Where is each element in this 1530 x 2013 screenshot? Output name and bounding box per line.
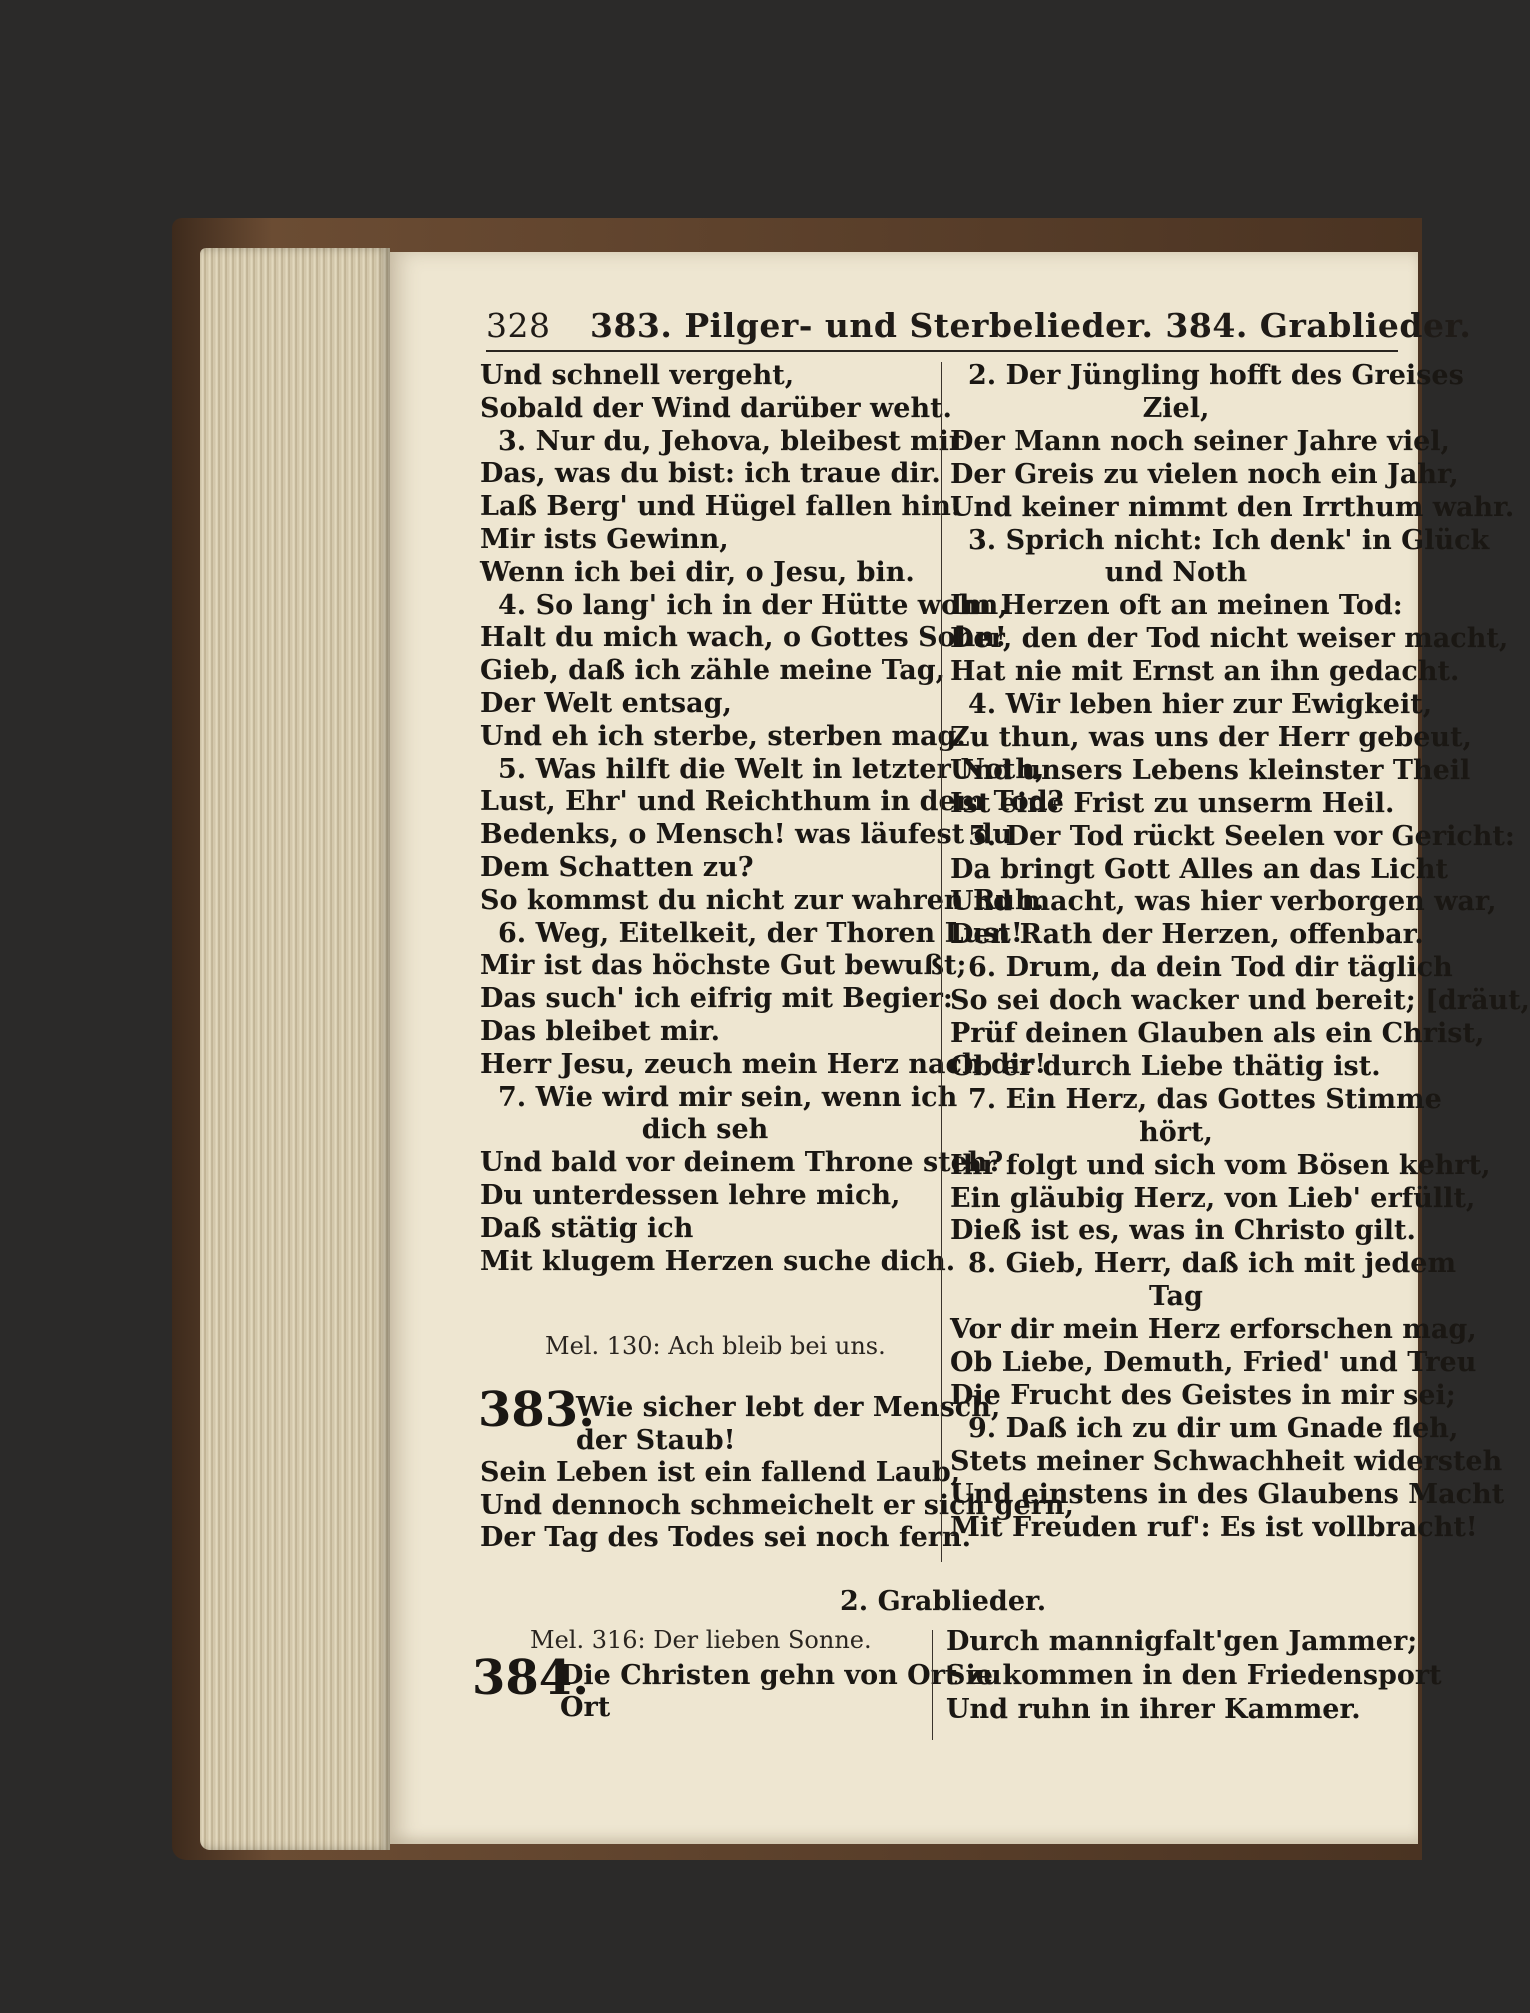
verse-line: der Staub! — [576, 1424, 736, 1456]
verse-line: Wie sicher lebt der Mensch, — [576, 1392, 1001, 1423]
verse-line: Mit Freuden ruf': Es ist vollbracht! — [950, 1511, 1478, 1543]
column-divider — [941, 362, 942, 1562]
verse-line: Herr Jesu, zeuch mein Herz nach dir! — [480, 1048, 1047, 1080]
running-head — [486, 300, 1472, 352]
verse-line: Laß Berg' und Hügel fallen hin: — [480, 491, 961, 523]
column-divider-384 — [932, 1630, 933, 1740]
hymn-number-384: 384. — [472, 1650, 589, 1706]
verse-line: 9. Daß ich zu dir um Gnade fleh, — [968, 1412, 1459, 1444]
verse-line: Das such' ich eifrig mit Begier: — [480, 983, 953, 1015]
verse-line: 6. Weg, Eitelkeit, der Thoren Lust! — [498, 917, 1023, 949]
verse-line: Sein Leben ist ein fallend Laub, — [480, 1457, 961, 1488]
page-number: 328 — [486, 306, 551, 345]
verse-line: Der, den der Tod nicht weiser macht, — [950, 623, 1509, 655]
hymn-383 — [480, 1392, 1074, 1562]
verse-line: 5. Der Tod rückt Seelen vor Gericht: — [968, 820, 1515, 852]
melody-384: Mel. 316: Der lieben Sonne. — [530, 1626, 872, 1654]
verse-line: Halt du mich wach, o Gottes Sohn! — [480, 622, 1007, 654]
verse-line: Tag — [1149, 1281, 1203, 1313]
verse-line: Die Christen gehn von Ort zu — [560, 1660, 1002, 1691]
verse-line: Und macht, was hier verborgen war, — [950, 886, 1497, 918]
page-edges — [200, 248, 390, 1850]
verse-line: Da bringt Gott Alles an das Licht — [950, 853, 1448, 885]
verse-line: 3. Sprich nicht: Ich denk' in Glück — [968, 524, 1490, 556]
verse-line: Daß stätig ich — [480, 1212, 694, 1244]
verse-line: Ziel, — [1142, 392, 1210, 424]
verse-line: Ob Liebe, Demuth, Fried' und Treu — [950, 1347, 1477, 1378]
verse-line: So sei doch wacker und bereit; [dräut, — [950, 985, 1530, 1017]
verse-line: Der Welt entsag, — [480, 688, 732, 719]
hymn-384-right — [946, 1626, 1442, 1746]
verse-line: Du unterdessen lehre mich, — [480, 1180, 901, 1211]
verse-line: Stets meiner Schwachheit widersteh — [950, 1445, 1503, 1477]
verse-line: Mit klugem Herzen suche dich. — [480, 1245, 956, 1277]
verse-line: Das bleibet mir. — [480, 1016, 720, 1047]
verse-line: 6. Drum, da dein Tod dir täglich — [968, 952, 1453, 984]
verse-line: 5. Was hilft die Welt in letzter Noth, — [498, 753, 1045, 785]
verse-line: Und schnell vergeht, — [480, 360, 795, 391]
verse-line: Die Frucht des Geistes in mir sei; — [950, 1379, 1456, 1411]
verse-line: Bedenks, o Mensch! was läufest du — [480, 819, 1013, 851]
verse-line: Ist eine Frist zu unserm Heil. — [950, 787, 1395, 819]
verse-line: 3. Nur du, Jehova, bleibest mir — [498, 425, 964, 457]
verse-line: Der Greis zu vielen noch ein Jahr, — [950, 458, 1459, 490]
verse-line: Vor dir mein Herz erforschen mag, — [950, 1314, 1477, 1346]
verse-line: Sobald der Wind darüber weht. — [480, 392, 952, 424]
verse-line: Sie kommen in den Friedensport — [946, 1660, 1442, 1691]
hymn-number-383: 383. — [478, 1382, 595, 1438]
verse-line: Den Rath der Herzen, offenbar. — [950, 919, 1424, 951]
verse-line: Und ruhn in ihrer Kammer. — [946, 1694, 1361, 1725]
verse-line: 7. Ein Herz, das Gottes Stimme — [968, 1083, 1442, 1115]
verse-line: Und einstens in des Glaubens Macht — [950, 1478, 1505, 1510]
verse-line: Mir ists Gewinn, — [480, 524, 729, 555]
verse-line: Durch mannigfalt'gen Jammer; — [946, 1626, 1418, 1657]
verse-line: Hat nie mit Ernst an ihn gedacht. — [950, 656, 1460, 688]
melody-383: Mel. 130: Ach bleib bei uns. — [545, 1332, 886, 1360]
verse-line: Der Tag des Todes sei noch fern. — [480, 1522, 972, 1553]
verse-line: Wenn ich bei dir, o Jesu, bin. — [480, 556, 915, 588]
verse-line: 4. So lang' ich in der Hütte wohn, — [498, 589, 1008, 621]
verse-line: Der Mann noch seiner Jahre viel, — [950, 425, 1450, 457]
verse-line: Ob er durch Liebe thätig ist. — [950, 1050, 1381, 1082]
verse-line: dich seh — [641, 1114, 769, 1146]
verse-line: Zu thun, was uns der Herr gebeut, — [950, 721, 1472, 753]
verse-line: Ihr folgt und sich vom Bösen kehrt, — [950, 1149, 1491, 1181]
verse-line: Gieb, daß ich zähle meine Tag, — [480, 655, 945, 687]
verse-line: 4. Wir leben hier zur Ewigkeit, — [968, 689, 1433, 720]
verse-line: Mir ist das höchste Gut bewußt; — [480, 950, 967, 982]
verse-line: Ein gläubig Herz, von Lieb' erfüllt, — [950, 1182, 1476, 1214]
verse-line: Dieß ist es, was in Christo gilt. — [950, 1215, 1416, 1247]
verse-line: Und keiner nimmt den Irrthum wahr. — [950, 491, 1515, 523]
verse-line: Und unsers Lebens kleinster Theil — [950, 754, 1471, 786]
hymn-384-left — [560, 1660, 1002, 1740]
verse-line: 8. Gieb, Herr, daß ich mit jedem — [968, 1248, 1457, 1280]
section-heading: 2. Grablieder. — [840, 1586, 1047, 1617]
verse-line: Und bald vor deinem Throne steh? — [480, 1147, 1004, 1179]
verse-line: Lust, Ehr' und Reichthum in dem Tod? — [480, 786, 1064, 818]
verse-line: 2. Der Jüngling hofft des Greises — [968, 360, 1464, 391]
verse-line: Prüf deinen Glauben als ein Christ, — [950, 1018, 1485, 1049]
verse-line: hört, — [1139, 1116, 1213, 1148]
verse-line: Dem Schatten zu? — [480, 852, 754, 883]
verse-line: Und eh ich sterbe, sterben mag. — [480, 720, 966, 752]
page-title: 383. Pilger- und Sterbelieder. 384. Grablieder. — [590, 306, 1472, 345]
verse-line: Im Herzen oft an meinen Tod: — [950, 590, 1403, 622]
right-column — [950, 360, 1530, 1560]
verse-line: Und dennoch schmeichelt er sich gern, — [480, 1489, 1074, 1521]
verse-line: 7. Wie wird mir sein, wenn ich — [498, 1081, 958, 1113]
verse-line: Das, was du bist: ich traue dir. — [480, 458, 941, 490]
verse-line: Ort — [560, 1692, 611, 1723]
verse-line: und Noth — [1104, 557, 1248, 589]
verse-line: So kommst du nicht zur wahren Ruh. — [480, 884, 1045, 916]
left-column — [480, 360, 1064, 1280]
